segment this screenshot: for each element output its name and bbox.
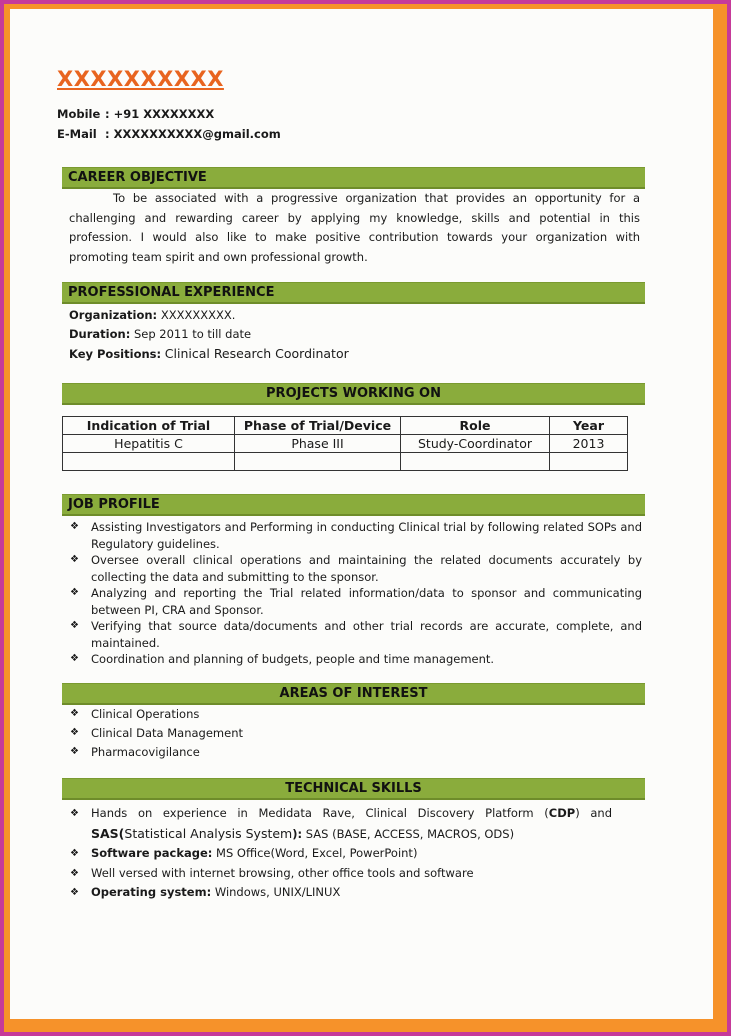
list-item: ❖ Analyzing and reporting the Trial related information/data to sponsor and communicating between PI, CRA and Sponsor. [70,586,642,617]
list-item: ❖ Operating system: Windows, UNIX/LINUX [69,883,642,903]
diamond-bullet-icon: ❖ [70,521,79,532]
table-cell: 2013 [550,435,628,453]
organization-value: XXXXXXXXX. [160,308,236,322]
table-cell: Study-Coordinator [401,435,550,453]
list-item: ❖ Coordination and planning of budgets, people and time management. [70,652,495,666]
list-item: ❖ Pharmacovigilance [70,745,200,759]
list-item: ❖ Assisting Investigators and Performing in conducting Clinical trial by following related SOPs and Regulatory guidelines. [70,520,642,551]
diamond-bullet-icon: ❖ [70,554,79,565]
list-item: ❖ Hands on experience in Medidata Rave, Clinical Discovery Platform (CDP) and SAS(Statistical Analysis System): SAS (BASE, ACCESS, MACROS, ODS) [70,806,612,841]
column-header: Year [550,417,628,435]
table-row [63,435,628,453]
job-profile-list [69,519,642,668]
diamond-bullet-icon: ❖ [70,653,79,664]
duration-value: Sep 2011 to till date [133,327,252,341]
career-objective-heading: CAREER OBJECTIVE [62,167,645,189]
organization-label: Organization: [69,308,158,322]
list-item: ❖ Verifying that source data/documents and other trial records are accurate, complete, and maintained. [70,619,642,650]
skills-list [69,804,642,903]
experience-heading: PROFESSIONAL EXPERIENCE [62,282,645,304]
candidate-name: XXXXXXXXXX [57,67,224,91]
organization-line [69,308,235,322]
duration-line [69,327,251,341]
mobile-line [57,107,214,121]
table-cell [401,453,550,471]
diamond-bullet-icon: ❖ [70,587,79,598]
projects-heading: PROJECTS WORKING ON [62,383,645,405]
duration-label: Duration: [69,327,131,341]
projects-table [62,416,628,471]
column-header: Phase of Trial/Device [235,417,401,435]
interests-list [69,706,642,763]
list-item: ❖ Clinical Data Management [70,726,243,740]
career-objective-text: To be associated with a progressive organization that provides an opportunity for a challenging and rewarding career by applying my knowledge, skills and potential in this profession. I would also like to make positive contribution towards your organization with promoting team spirit and own professional growth. [69,191,640,264]
email-value: : XXXXXXXXXX@gmail.com [105,127,281,141]
diamond-bullet-icon: ❖ [70,887,79,898]
list-item: ❖ Well versed with internet browsing, other office tools and software [69,864,642,884]
email-line [57,127,281,141]
list-item: ❖ Clinical Operations [70,707,200,721]
email-label: E-Mail [57,127,97,141]
skills-heading: TECHNICAL SKILLS [62,778,645,800]
table-header-row [63,417,628,435]
diamond-bullet-icon: ❖ [70,727,79,738]
list-item: ❖ Software package: MS Office(Word, Excel, PowerPoint) [69,844,642,864]
diamond-bullet-icon: ❖ [70,848,79,859]
table-cell: Hepatitis C [63,435,235,453]
resume-page [10,9,713,1019]
positions-line [69,346,349,361]
diamond-bullet-icon: ❖ [70,708,79,719]
diamond-bullet-icon: ❖ [70,808,79,819]
diamond-bullet-icon: ❖ [70,867,79,879]
mobile-value: : +91 XXXXXXXX [105,107,215,121]
table-row [63,453,628,471]
job-profile-heading: JOB PROFILE [62,494,645,516]
mobile-label: Mobile [57,107,101,121]
diamond-bullet-icon: ❖ [70,746,79,757]
interests-heading: AREAS OF INTEREST [62,683,645,705]
column-header: Role [401,417,550,435]
table-cell [550,453,628,471]
table-cell [235,453,401,471]
list-item: ❖ Oversee overall clinical operations and maintaining the related documents accurately by collecting the data and submitting to the sponsor. [70,553,642,584]
column-header: Indication of Trial [63,417,235,435]
positions-label: Key Positions: [69,347,162,361]
table-cell: Phase III [235,435,401,453]
positions-value: Clinical Research Coordinator [164,346,349,361]
table-cell [63,453,235,471]
diamond-bullet-icon: ❖ [70,620,79,631]
